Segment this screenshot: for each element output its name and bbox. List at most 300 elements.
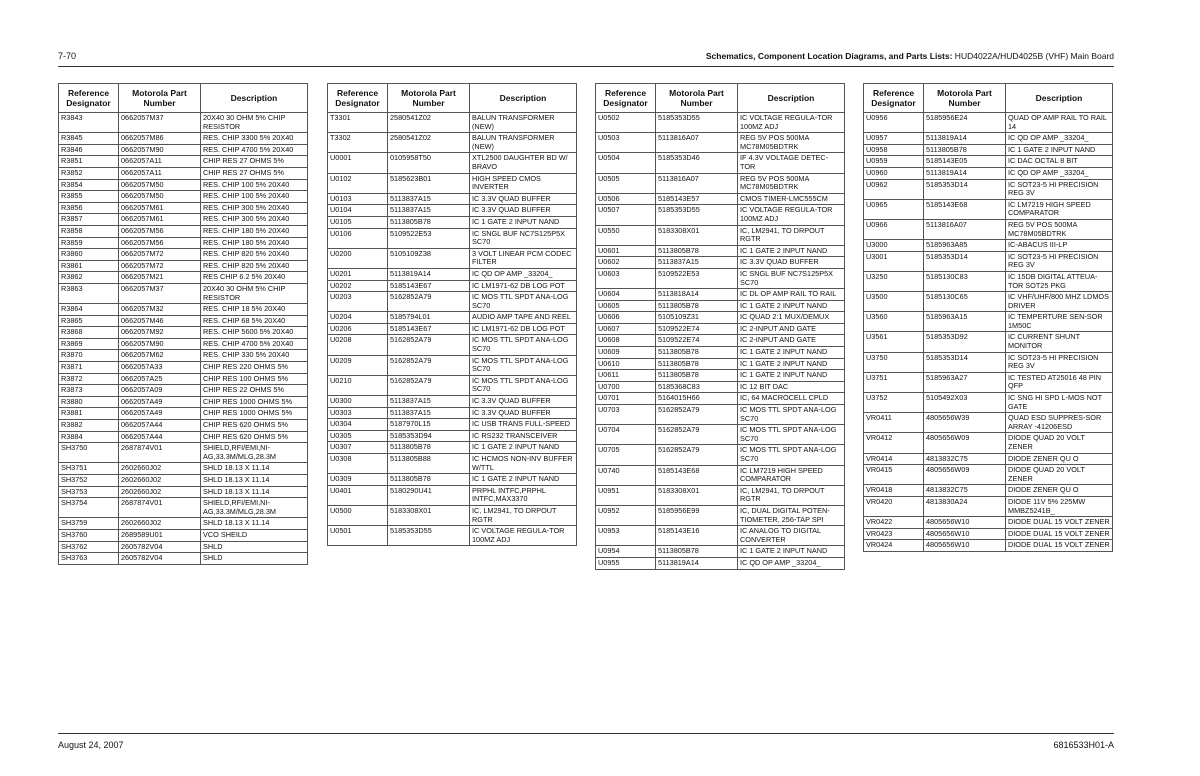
reference-designator: U3250 bbox=[864, 271, 924, 291]
table-row bbox=[596, 557, 845, 569]
part-number: 2602660J02 bbox=[119, 518, 201, 530]
table-row bbox=[59, 260, 308, 272]
part-number: 5113837A15 bbox=[388, 193, 470, 205]
description: SHLD bbox=[201, 553, 308, 565]
reference-designator: U0608 bbox=[596, 335, 656, 347]
part-number: 5113819A14 bbox=[924, 133, 1006, 145]
table-row bbox=[596, 465, 845, 485]
reference-designator: U0506 bbox=[596, 193, 656, 205]
reference-designator: R3880 bbox=[59, 396, 119, 408]
table-row bbox=[864, 393, 1113, 413]
description: VCO SHEILD bbox=[201, 529, 308, 541]
part-number: 5185963A27 bbox=[924, 372, 1006, 392]
table-row bbox=[59, 225, 308, 237]
description: IC VOLTAGE REGULA-TOR 100MZ ADJ bbox=[470, 526, 577, 546]
reference-designator: VR0422 bbox=[864, 517, 924, 529]
reference-designator: U0303 bbox=[328, 407, 388, 419]
reference-designator: U0202 bbox=[328, 280, 388, 292]
part-number: 5185623B01 bbox=[388, 173, 470, 193]
reference-designator: U0703 bbox=[596, 405, 656, 425]
footer-date: August 24, 2007 bbox=[58, 740, 124, 750]
description: CHIP RES 27 OHMS 5% bbox=[201, 156, 308, 168]
part-number: 0662057M37 bbox=[119, 113, 201, 133]
table-row bbox=[864, 413, 1113, 433]
description: CHIP RES 1000 OHMS 5% bbox=[201, 396, 308, 408]
description: DIODE DUAL 15 VOLT ZENER bbox=[1006, 517, 1113, 529]
reference-designator: U0504 bbox=[596, 153, 656, 173]
header-part-number: Motorola Part Number bbox=[119, 84, 201, 113]
table-row bbox=[596, 225, 845, 245]
table-row bbox=[59, 156, 308, 168]
header-part-number: Motorola Part Number bbox=[924, 84, 1006, 113]
table-row bbox=[864, 199, 1113, 219]
table-row bbox=[59, 214, 308, 226]
description: IC DAC OCTAL 8 BIT bbox=[1006, 156, 1113, 168]
part-number: 0662057M86 bbox=[119, 133, 201, 145]
part-number: 5113837A15 bbox=[388, 407, 470, 419]
part-number: 5183308X01 bbox=[388, 505, 470, 525]
part-number: 0662057A33 bbox=[119, 362, 201, 374]
table-row bbox=[59, 373, 308, 385]
table-row bbox=[328, 280, 577, 292]
table-row bbox=[328, 193, 577, 205]
reference-designator: VR0423 bbox=[864, 528, 924, 540]
description: RES. CHIP 4700 5% 20X40 bbox=[201, 338, 308, 350]
table-row bbox=[596, 445, 845, 465]
description: RES. CHIP 5600 5% 20X40 bbox=[201, 327, 308, 339]
part-number: 5187970L15 bbox=[388, 419, 470, 431]
description: IC CURRENT SHUNT MONITOR bbox=[1006, 332, 1113, 352]
part-number: 0662057M61 bbox=[119, 202, 201, 214]
table-row bbox=[864, 144, 1113, 156]
top-rule bbox=[58, 66, 1114, 67]
table-row bbox=[59, 191, 308, 203]
description: RES. CHIP 180 5% 20X40 bbox=[201, 225, 308, 237]
description: IC QD OP AMP _33204_ bbox=[470, 268, 577, 280]
table-row bbox=[596, 312, 845, 324]
table-row bbox=[59, 113, 308, 133]
reference-designator: U0505 bbox=[596, 173, 656, 193]
reference-designator: U0201 bbox=[328, 268, 388, 280]
reference-designator: U0701 bbox=[596, 393, 656, 405]
table-row bbox=[864, 372, 1113, 392]
part-number: 5185143E67 bbox=[388, 280, 470, 292]
part-number: 5113805B78 bbox=[656, 546, 738, 558]
description: IC SOT23-5 HI PRECISION REG 3V bbox=[1006, 251, 1113, 271]
table-row bbox=[596, 173, 845, 193]
header-description: Description bbox=[1006, 84, 1113, 113]
reference-designator: U0601 bbox=[596, 245, 656, 257]
table-row bbox=[59, 202, 308, 214]
description: IC MOS TTL SPDT ANA-LOG SC70 bbox=[470, 375, 577, 395]
header-description: Description bbox=[201, 84, 308, 113]
reference-designator: U0105 bbox=[328, 216, 388, 228]
description: RES. CHIP 4700 5% 20X40 bbox=[201, 144, 308, 156]
reference-designator: U3001 bbox=[864, 251, 924, 271]
table-row bbox=[864, 219, 1113, 239]
description: RES. CHIP 18 5% 20X40 bbox=[201, 304, 308, 316]
table-row bbox=[864, 312, 1113, 332]
part-number: 5162852A79 bbox=[388, 355, 470, 375]
description: IC, LM2941, TO DRPOUT RGTR bbox=[470, 505, 577, 525]
reference-designator: U0106 bbox=[328, 228, 388, 248]
part-number: 5113819A14 bbox=[388, 268, 470, 280]
description: IC RS232 TRANSCEIVER bbox=[470, 430, 577, 442]
description: IC QD OP AMP _33204_ bbox=[1006, 133, 1113, 145]
part-number: 4805656W10 bbox=[924, 528, 1006, 540]
reference-designator: R3846 bbox=[59, 144, 119, 156]
reference-designator: SH3763 bbox=[59, 553, 119, 565]
table-row bbox=[328, 407, 577, 419]
description: RES. CHIP 180 5% 20X40 bbox=[201, 237, 308, 249]
part-number: 5185368C83 bbox=[656, 381, 738, 393]
table-row bbox=[596, 153, 845, 173]
part-number: 0662057M90 bbox=[119, 338, 201, 350]
part-number: 5185963A85 bbox=[924, 240, 1006, 252]
part-number: 5113805B78 bbox=[388, 442, 470, 454]
table-row bbox=[328, 442, 577, 454]
table-row bbox=[59, 396, 308, 408]
part-number: 4813832C75 bbox=[924, 453, 1006, 465]
parts-table bbox=[327, 83, 577, 546]
part-number: 5105492X03 bbox=[924, 393, 1006, 413]
page-title bbox=[706, 51, 1114, 61]
table-row bbox=[59, 443, 308, 463]
table-row bbox=[59, 144, 308, 156]
table-row bbox=[328, 396, 577, 408]
table-row bbox=[596, 113, 845, 133]
part-number: 0662057M32 bbox=[119, 304, 201, 316]
reference-designator: U0958 bbox=[864, 144, 924, 156]
description: REG 5V POS 500MA MC78M05BDTRK bbox=[738, 173, 845, 193]
reference-designator: R3852 bbox=[59, 167, 119, 179]
reference-designator: VR0411 bbox=[864, 413, 924, 433]
header-description: Description bbox=[470, 84, 577, 113]
description: RES. CHIP 820 5% 20X40 bbox=[201, 249, 308, 261]
part-number: 5185956E24 bbox=[924, 113, 1006, 133]
table-row bbox=[59, 179, 308, 191]
part-number: 5185143E05 bbox=[924, 156, 1006, 168]
description: IC LM1971-62 DB LOG POT bbox=[470, 280, 577, 292]
part-number: 0662057M56 bbox=[119, 237, 201, 249]
reference-designator: U0956 bbox=[864, 113, 924, 133]
description: RES. CHIP 3300 5% 20X40 bbox=[201, 133, 308, 145]
header-row bbox=[864, 84, 1113, 113]
description: DIODE DUAL 15 VOLT ZENER bbox=[1006, 528, 1113, 540]
part-number: 5185353D55 bbox=[656, 113, 738, 133]
reference-designator: SH3750 bbox=[59, 443, 119, 463]
reference-designator: U0705 bbox=[596, 445, 656, 465]
description: IC TEMPERTURE SEN-SOR 1M50C bbox=[1006, 312, 1113, 332]
description: REG 5V POS 500MA MC78M05BDTRK bbox=[738, 133, 845, 153]
table-row bbox=[596, 335, 845, 347]
description: IC LM7219 HIGH SPEED COMPARATOR bbox=[738, 465, 845, 485]
table-row bbox=[328, 430, 577, 442]
part-number: 5113805B78 bbox=[388, 216, 470, 228]
table-row bbox=[596, 268, 845, 288]
part-number: 5185353D14 bbox=[924, 251, 1006, 271]
table-row bbox=[59, 553, 308, 565]
table-row bbox=[864, 540, 1113, 552]
part-number: 0662057A44 bbox=[119, 420, 201, 432]
table-row bbox=[59, 529, 308, 541]
part-number: 0662057A49 bbox=[119, 408, 201, 420]
part-number: 5113805B78 bbox=[656, 347, 738, 359]
table-row bbox=[59, 420, 308, 432]
reference-designator: SH3754 bbox=[59, 498, 119, 518]
reference-designator: U0700 bbox=[596, 381, 656, 393]
header-reference: Reference Designator bbox=[328, 84, 388, 113]
part-number: 5113816A07 bbox=[656, 173, 738, 193]
reference-designator: VR0414 bbox=[864, 453, 924, 465]
reference-designator: U0208 bbox=[328, 335, 388, 355]
part-number: 5162852A79 bbox=[388, 292, 470, 312]
table-row bbox=[328, 228, 577, 248]
reference-designator: U3751 bbox=[864, 372, 924, 392]
description: IC-ABACUS III-LP bbox=[1006, 240, 1113, 252]
reference-designator: U0210 bbox=[328, 375, 388, 395]
description: DIODE ZENER QU O bbox=[1006, 485, 1113, 497]
part-number: 0662057M61 bbox=[119, 214, 201, 226]
reference-designator: R3871 bbox=[59, 362, 119, 374]
description: IC SNGL BUF NC7S125P5X SC70 bbox=[738, 268, 845, 288]
table-row bbox=[59, 327, 308, 339]
reference-designator: SH3762 bbox=[59, 541, 119, 553]
header-row bbox=[596, 84, 845, 113]
table-row bbox=[596, 347, 845, 359]
table-row bbox=[59, 541, 308, 553]
reference-designator: SH3751 bbox=[59, 463, 119, 475]
reference-designator: U0951 bbox=[596, 485, 656, 505]
reference-designator: U0503 bbox=[596, 133, 656, 153]
reference-designator: SH3760 bbox=[59, 529, 119, 541]
part-number: 0662057A11 bbox=[119, 156, 201, 168]
reference-designator: U0960 bbox=[864, 167, 924, 179]
table-row bbox=[864, 179, 1113, 199]
part-number: 2580541Z02 bbox=[388, 113, 470, 133]
header-description: Description bbox=[738, 84, 845, 113]
parts-table bbox=[58, 83, 308, 565]
part-number: 5113837A15 bbox=[388, 205, 470, 217]
part-number: 0662057A25 bbox=[119, 373, 201, 385]
description: IC 1 GATE 2 INPUT NAND bbox=[470, 474, 577, 486]
table-row bbox=[864, 292, 1113, 312]
parts-table bbox=[863, 83, 1113, 552]
part-number: 5185956E99 bbox=[656, 505, 738, 525]
description: IC, 64 MACROCELL CPLD bbox=[738, 393, 845, 405]
reference-designator: U0203 bbox=[328, 292, 388, 312]
table-row bbox=[864, 167, 1113, 179]
description: DIODE DUAL 15 VOLT ZENER bbox=[1006, 540, 1113, 552]
description: IC VOLTAGE REGULA-TOR 100MZ ADJ bbox=[738, 113, 845, 133]
description: IC 3.3V QUAD BUFFER bbox=[470, 396, 577, 408]
description: IC 1 GATE 2 INPUT NAND bbox=[738, 358, 845, 370]
description: IC VOLTAGE REGULA-TOR 100MZ ADJ bbox=[738, 205, 845, 225]
table-row bbox=[864, 240, 1113, 252]
reference-designator: U0502 bbox=[596, 113, 656, 133]
table-row bbox=[596, 300, 845, 312]
table-row bbox=[864, 528, 1113, 540]
reference-designator: R3863 bbox=[59, 283, 119, 303]
part-number: 5109522E74 bbox=[656, 323, 738, 335]
description: IC SOT23-5 HI PRECISION REG 3V bbox=[1006, 352, 1113, 372]
reference-designator: U0740 bbox=[596, 465, 656, 485]
reference-designator: U0200 bbox=[328, 248, 388, 268]
table-row bbox=[59, 315, 308, 327]
reference-designator: R3843 bbox=[59, 113, 119, 133]
description: IC 1 GATE 2 INPUT NAND bbox=[1006, 144, 1113, 156]
table-row bbox=[328, 526, 577, 546]
description: IC MOS TTL SPDT ANA-LOG SC70 bbox=[738, 445, 845, 465]
reference-designator: U0501 bbox=[328, 526, 388, 546]
part-number: 5162852A79 bbox=[656, 425, 738, 445]
part-number: 5113805B78 bbox=[656, 370, 738, 382]
reference-designator: U3000 bbox=[864, 240, 924, 252]
description: IC 3.3V QUAD BUFFER bbox=[470, 407, 577, 419]
reference-designator: R3857 bbox=[59, 214, 119, 226]
reference-designator: VR0415 bbox=[864, 465, 924, 485]
description: BALUN TRANSFORMER (NEW) bbox=[470, 113, 577, 133]
part-number: 0662057M92 bbox=[119, 327, 201, 339]
table-row bbox=[328, 312, 577, 324]
table-row bbox=[596, 393, 845, 405]
part-number: 2605782V04 bbox=[119, 553, 201, 565]
description: CHIP RES 27 OHMS 5% bbox=[201, 167, 308, 179]
page-number: 7-70 bbox=[58, 51, 77, 61]
description: IC 1 GATE 2 INPUT NAND bbox=[470, 216, 577, 228]
part-number: 5162852A79 bbox=[656, 445, 738, 465]
description: IC HCMOS NON-INV BUFFER W/TTL bbox=[470, 454, 577, 474]
reference-designator: U0204 bbox=[328, 312, 388, 324]
description: IC 3.3V QUAD BUFFER bbox=[470, 193, 577, 205]
description: IC MOS TTL SPDT ANA-LOG SC70 bbox=[470, 292, 577, 312]
reference-designator: R3860 bbox=[59, 249, 119, 261]
table-row bbox=[328, 419, 577, 431]
header-reference: Reference Designator bbox=[596, 84, 656, 113]
description: SHLD 18.13 X 11.14 bbox=[201, 475, 308, 487]
part-number: 0662057M62 bbox=[119, 350, 201, 362]
reference-designator: U3561 bbox=[864, 332, 924, 352]
part-number: 5113816A07 bbox=[656, 133, 738, 153]
description: HIGH SPEED CMOS INVERTER bbox=[470, 173, 577, 193]
description: 3 VOLT LINEAR PCM CODEC FILTER bbox=[470, 248, 577, 268]
part-number: 4813832C75 bbox=[924, 485, 1006, 497]
description: PRPHL INTFC,PRPHL INTFC,MAX3370 bbox=[470, 485, 577, 505]
part-number: 2602660J02 bbox=[119, 463, 201, 475]
reference-designator: R3868 bbox=[59, 327, 119, 339]
table-row bbox=[864, 433, 1113, 453]
description: IC 1 GATE 2 INPUT NAND bbox=[738, 347, 845, 359]
reference-designator: U0966 bbox=[864, 219, 924, 239]
reference-designator: U0104 bbox=[328, 205, 388, 217]
table-row bbox=[59, 304, 308, 316]
parts-column-1 bbox=[58, 83, 308, 565]
reference-designator: U0606 bbox=[596, 312, 656, 324]
table-row bbox=[328, 454, 577, 474]
header-row bbox=[59, 84, 308, 113]
description: IC, DUAL DIGITAL POTEN-TIOMETER, 256-TAP SPI bbox=[738, 505, 845, 525]
part-number: 5185353D14 bbox=[924, 352, 1006, 372]
table-row bbox=[864, 133, 1113, 145]
part-number: 5185143E68 bbox=[924, 199, 1006, 219]
part-number: 0662057M50 bbox=[119, 179, 201, 191]
part-number: 5185143E67 bbox=[388, 323, 470, 335]
description: RES. CHIP 300 5% 20X40 bbox=[201, 214, 308, 226]
reference-designator: R3864 bbox=[59, 304, 119, 316]
description: IC LM1971-62 DB LOG POT bbox=[470, 323, 577, 335]
description: IC 2-INPUT AND GATE bbox=[738, 323, 845, 335]
table-row bbox=[328, 133, 577, 153]
part-number: 5113805B78 bbox=[656, 245, 738, 257]
part-number: 2689589U01 bbox=[119, 529, 201, 541]
reference-designator: R3881 bbox=[59, 408, 119, 420]
reference-designator: VR0420 bbox=[864, 496, 924, 516]
reference-designator: U3752 bbox=[864, 393, 924, 413]
table-row bbox=[328, 375, 577, 395]
table-row bbox=[596, 323, 845, 335]
table-row bbox=[328, 335, 577, 355]
part-number: 5109522E53 bbox=[656, 268, 738, 288]
part-number: 4805656W10 bbox=[924, 540, 1006, 552]
reference-designator: U0952 bbox=[596, 505, 656, 525]
description: IC TESTED AT25016 48 PIN QFP bbox=[1006, 372, 1113, 392]
description: IC 3.3V QUAD BUFFER bbox=[738, 257, 845, 269]
table-row bbox=[59, 237, 308, 249]
description: IF 4.3V VOLTAGE DETEC-TOR bbox=[738, 153, 845, 173]
part-number: 4805656W39 bbox=[924, 413, 1006, 433]
part-number: 5180290U41 bbox=[388, 485, 470, 505]
description: IC ANALOG TO DIGITAL CONVERTER bbox=[738, 526, 845, 546]
description: RES. CHIP 100 5% 20X40 bbox=[201, 191, 308, 203]
description: SHIELD,RFI/EMI,NI-AG,33.3M/MLG,28.3M bbox=[201, 443, 308, 463]
table-row bbox=[596, 133, 845, 153]
table-row bbox=[328, 113, 577, 133]
reference-designator: U0607 bbox=[596, 323, 656, 335]
table-row bbox=[864, 251, 1113, 271]
bottom-rule bbox=[58, 733, 1114, 734]
table-row bbox=[328, 474, 577, 486]
description: IC MOS TTL SPDT ANA-LOG SC70 bbox=[470, 335, 577, 355]
table-row bbox=[596, 381, 845, 393]
table-row bbox=[596, 485, 845, 505]
reference-designator: U0611 bbox=[596, 370, 656, 382]
reference-designator: U0309 bbox=[328, 474, 388, 486]
table-row bbox=[59, 133, 308, 145]
table-row bbox=[59, 385, 308, 397]
part-number: 5185143E68 bbox=[656, 465, 738, 485]
reference-designator: R3872 bbox=[59, 373, 119, 385]
part-number: 5109522E53 bbox=[388, 228, 470, 248]
table-row bbox=[328, 216, 577, 228]
part-number: 0662057A44 bbox=[119, 431, 201, 443]
description: CHIP RES 1000 OHMS 5% bbox=[201, 408, 308, 420]
table-row bbox=[596, 546, 845, 558]
part-number: 5185143E16 bbox=[656, 526, 738, 546]
description: IC 1 GATE 2 INPUT NAND bbox=[738, 245, 845, 257]
description: IC QD OP AMP _33204_ bbox=[738, 557, 845, 569]
description: IC LM7219 HIGH SPEED COMPARATOR bbox=[1006, 199, 1113, 219]
table-row bbox=[596, 425, 845, 445]
reference-designator: R3854 bbox=[59, 179, 119, 191]
reference-designator: U0954 bbox=[596, 546, 656, 558]
description: IC QUAD 2:1 MUX/DEMUX bbox=[738, 312, 845, 324]
table-row bbox=[59, 463, 308, 475]
part-number: 2605782V04 bbox=[119, 541, 201, 553]
part-number: 5164015H66 bbox=[656, 393, 738, 405]
reference-designator: R3870 bbox=[59, 350, 119, 362]
part-number: 0662057M46 bbox=[119, 315, 201, 327]
reference-designator: U0550 bbox=[596, 225, 656, 245]
